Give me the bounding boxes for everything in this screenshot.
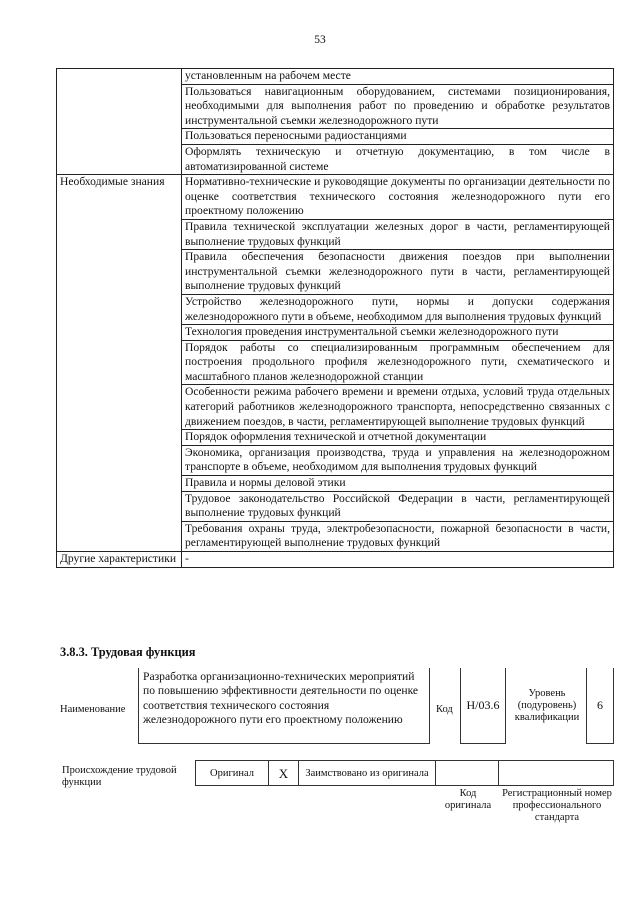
code-label: Код	[436, 704, 453, 715]
original-label-cell: Оригинал	[195, 760, 269, 786]
original-mark-cell: X	[268, 760, 299, 786]
registration-caption: Регистрационный номер профессионального стандарта	[502, 788, 612, 823]
row-value: Экономика, организация производства, труда и управления на железнодорожном транспорте в объеме, необходимом для выполнения трудовых функций	[182, 445, 614, 475]
row-value: Порядок работы со специализированным программным обеспечением для построения продольного профиля железнодорожного пути, схематического и масштабного планов железнодорожной станции	[182, 340, 614, 385]
code-caption: Код оригинала	[444, 788, 492, 811]
row-value: Правила технической эксплуатации железных дорог в части, регламентирующей выполнение трудовых функций	[182, 219, 614, 249]
borrowed-label-cell: Заимствовано из оригинала	[298, 760, 436, 786]
row-value: Устройство железнодорожного пути, нормы и допуски содержания железнодорожного пути в объеме, необходимом для выполнения трудовых функций	[182, 294, 614, 324]
section-title: 3.8.3. Трудовая функция	[60, 645, 196, 659]
original-code-cell	[435, 760, 499, 786]
table-row	[57, 69, 614, 85]
row-value: -	[182, 552, 614, 568]
row-label	[57, 69, 182, 175]
row-value: Требования охраны труда, электробезопасности, пожарной безопасности в части, регламентирующей выполнение трудовых функций	[182, 521, 614, 551]
row-value: Правила и нормы деловой этики	[182, 476, 614, 492]
row-label: Другие характеристики	[57, 552, 182, 568]
table-row	[57, 175, 614, 220]
row-label: Необходимые знания	[57, 175, 182, 552]
origin-label: Происхождение трудовой функции	[62, 765, 177, 788]
row-value: Особенности режима рабочего времени и времени отдыха, условий труда отдельных категорий работников железнодорожного транспорта, непосредственно связанных с движением поездов, в части, регламентирующей выполнение трудовых функций	[182, 385, 614, 430]
name-label: Наименование	[60, 704, 126, 715]
row-value: Порядок оформления технической и отчетной документации	[182, 430, 614, 446]
row-value: Трудовое законодательство Российской Федерации в части, регламентирующей выполнение трудовых функций	[182, 491, 614, 521]
row-value: установленным на рабочем месте	[182, 69, 614, 85]
level-value: 6	[586, 668, 614, 744]
level-label: Уровень (подуровень) квалификации	[514, 688, 580, 723]
row-value: Правила обеспечения безопасности движения поездов при выполнении инструментальной съемки железнодорожного пути в части, регламентирующей выполнение трудовых функций	[182, 250, 614, 295]
function-name-value: Разработка организационно-технических мероприятий по повышению эффективности деятельности по оценке соответствия технического состояния железнодорожного пути его проектному положению	[138, 668, 430, 744]
row-value: Пользоваться переносными радиостанциями	[182, 129, 614, 145]
requirements-table	[56, 68, 614, 568]
table-row	[57, 552, 614, 568]
row-value: Нормативно-технические и руководящие документы по организации деятельности по оценке соответствия технического состояния железнодорожного пути его проектному положению	[182, 175, 614, 220]
origin-row	[195, 760, 614, 786]
function-code-value: Н/03.6	[460, 668, 506, 744]
page-number: 53	[314, 34, 326, 46]
row-value: Оформлять техническую и отчетную документацию, в том числе в автоматизированной системе	[182, 144, 614, 174]
row-value: Технология проведения инструментальной съемки железнодорожного пути	[182, 325, 614, 341]
row-value: Пользоваться навигационным оборудованием, системами позиционирования, необходимыми для выполнения работ по проведению и обработке результатов инструментальной съемки железнодорожного пути	[182, 84, 614, 129]
registration-number-cell	[498, 760, 614, 786]
